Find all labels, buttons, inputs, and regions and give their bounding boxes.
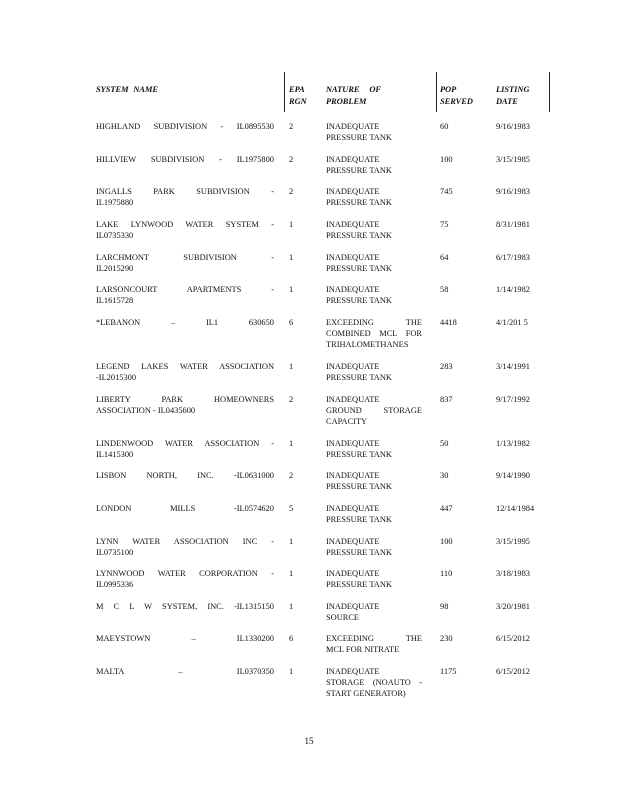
epa-region-cell: 5 xyxy=(289,504,294,513)
listing-date-cell: 3/15/1995 xyxy=(496,537,530,546)
header-divider-right xyxy=(549,72,550,112)
problem-cell: INADEQUATE PRESSURE TANK xyxy=(326,569,392,590)
population-cell: 75 xyxy=(440,220,449,229)
header-nature-of-problem: NATURE OF PROBLEM xyxy=(326,85,381,106)
epa-region-cell: 1 xyxy=(289,285,294,294)
population-cell: 837 xyxy=(440,395,453,404)
page-number: 15 xyxy=(304,736,314,746)
problem-cell: EXCEEDING THE COMBINED MCL FOR TRIHALOMETHANES xyxy=(326,318,422,350)
listing-date-cell: 8/31/1981 xyxy=(496,220,530,229)
epa-region-cell: 2 xyxy=(289,395,294,404)
system-name-cell: LAKE LYNWOOD WATER SYSTEM - IL0735330 xyxy=(96,220,274,241)
population-cell: 283 xyxy=(440,362,453,371)
epa-region-cell: 1 xyxy=(289,537,294,546)
listing-date-cell: 1/14/1982 xyxy=(496,285,530,294)
problem-cell: EXCEEDING THE MCL FOR NITRATE xyxy=(326,634,422,655)
system-name-cell: *LEBANON – IL1 630650 xyxy=(96,318,274,327)
problem-cell: INADEQUATE PRESSURE TANK xyxy=(326,362,392,383)
header-epa-rgn: EPA RGN xyxy=(289,85,307,106)
population-cell: 1175 xyxy=(440,667,457,676)
epa-region-cell: 1 xyxy=(289,602,294,611)
listing-date-cell: 6/17/1983 xyxy=(496,253,530,262)
system-name-cell: LARCHMONT SUBDIVISION - IL2015290 xyxy=(96,253,274,274)
population-cell: 230 xyxy=(440,634,453,643)
system-name-cell: MAEYSTOWN – IL1330200 xyxy=(96,634,274,643)
system-name-cell: LONDON MILLS -IL0574620 xyxy=(96,504,274,513)
problem-cell: INADEQUATE PRESSURE TANK xyxy=(326,155,392,176)
population-cell: 60 xyxy=(440,122,449,131)
system-name-cell: MALTA – IL0370350 xyxy=(96,667,274,676)
problem-cell: INADEQUATE PRESSURE TANK xyxy=(326,504,392,525)
system-name-cell: HILLVIEW SUBDIVISION - IL1975800 xyxy=(96,155,274,164)
header-listing-date: LISTING DATE xyxy=(496,85,530,106)
system-name-cell: LYNNWOOD WATER CORPORATION - IL0995336 xyxy=(96,569,274,590)
epa-region-cell: 2 xyxy=(289,471,294,480)
epa-region-cell: 6 xyxy=(289,318,294,327)
system-name-cell: LARSONCOURT APARTMENTS - IL1615728 xyxy=(96,285,274,306)
epa-region-cell: 6 xyxy=(289,634,294,643)
listing-date-cell: 12/14/1984 xyxy=(496,504,535,513)
population-cell: 447 xyxy=(440,504,453,513)
population-cell: 100 xyxy=(440,155,453,164)
listing-date-cell: 4/1/201 5 xyxy=(496,318,528,327)
epa-region-cell: 2 xyxy=(289,155,294,164)
epa-region-cell: 1 xyxy=(289,220,294,229)
header-system-name: SYSTEM NAME xyxy=(96,85,158,94)
epa-region-cell: 1 xyxy=(289,253,294,262)
header-divider-pop xyxy=(436,72,437,112)
epa-region-cell: 1 xyxy=(289,667,294,676)
population-cell: 4418 xyxy=(440,318,457,327)
problem-cell: INADEQUATE PRESSURE TANK xyxy=(326,122,392,143)
listing-date-cell: 3/15/1985 xyxy=(496,155,530,164)
population-cell: 110 xyxy=(440,569,453,578)
system-name-cell: LEGEND LAKES WATER ASSOCIATION -IL2015300 xyxy=(96,362,274,383)
listing-date-cell: 9/16/1983 xyxy=(496,187,530,196)
problem-cell: INADEQUATE PRESSURE TANK xyxy=(326,253,392,274)
population-cell: 100 xyxy=(440,537,453,546)
system-name-cell: INGALLS PARK SUBDIVISION - IL1975880 xyxy=(96,187,274,208)
problem-cell: INADEQUATE PRESSURE TANK xyxy=(326,537,392,558)
listing-date-cell: 6/15/2012 xyxy=(496,667,530,676)
problem-cell: INADEQUATE GROUND STORAGE CAPACITY xyxy=(326,395,422,427)
problem-cell: INADEQUATE PRESSURE TANK xyxy=(326,439,392,460)
system-name-cell: LIBERTY PARK HOMEOWNERS ASSOCIATION - IL0435600 xyxy=(96,395,274,416)
problem-cell: INADEQUATE PRESSURE TANK xyxy=(326,285,392,306)
epa-region-cell: 1 xyxy=(289,362,294,371)
system-name-cell: LINDENWOOD WATER ASSOCIATION - IL1415300 xyxy=(96,439,274,460)
header-divider-rgn xyxy=(284,72,285,112)
problem-cell: INADEQUATE PRESSURE TANK xyxy=(326,220,392,241)
header-pop-served: POP SERVED xyxy=(440,85,473,106)
system-name-cell: HIGHLAND SUBDIVISION - IL0895530 xyxy=(96,122,274,131)
population-cell: 64 xyxy=(440,253,449,262)
population-cell: 98 xyxy=(440,602,449,611)
epa-region-cell: 1 xyxy=(289,569,294,578)
problem-cell: INADEQUATE PRESSURE TANK xyxy=(326,471,392,492)
epa-region-cell: 2 xyxy=(289,122,294,131)
epa-region-cell: 1 xyxy=(289,439,294,448)
problem-cell: INADEQUATE PRESSURE TANK xyxy=(326,187,392,208)
listing-date-cell: 3/14/1991 xyxy=(496,362,530,371)
problem-cell: INADEQUATE STORAGE (NOAUTO - START GENERATOR) xyxy=(326,667,422,699)
problem-cell: INADEQUATE SOURCE xyxy=(326,602,380,623)
listing-date-cell: 9/16/1983 xyxy=(496,122,530,131)
listing-date-cell: 3/18/1983 xyxy=(496,569,530,578)
listing-date-cell: 3/20/1981 xyxy=(496,602,530,611)
system-name-cell: LYNN WATER ASSOCIATION INC - IL0735100 xyxy=(96,537,274,558)
listing-date-cell: 9/14/1990 xyxy=(496,471,530,480)
population-cell: 30 xyxy=(440,471,449,480)
population-cell: 50 xyxy=(440,439,449,448)
listing-date-cell: 1/13/1982 xyxy=(496,439,530,448)
population-cell: 58 xyxy=(440,285,449,294)
listing-date-cell: 9/17/1992 xyxy=(496,395,530,404)
epa-region-cell: 2 xyxy=(289,187,294,196)
listing-date-cell: 6/15/2012 xyxy=(496,634,530,643)
system-name-cell: M C L W SYSTEM, INC. -IL1315150 xyxy=(96,602,274,611)
population-cell: 745 xyxy=(440,187,453,196)
system-name-cell: LISBON NORTH, INC. -IL0631000 xyxy=(96,471,274,480)
